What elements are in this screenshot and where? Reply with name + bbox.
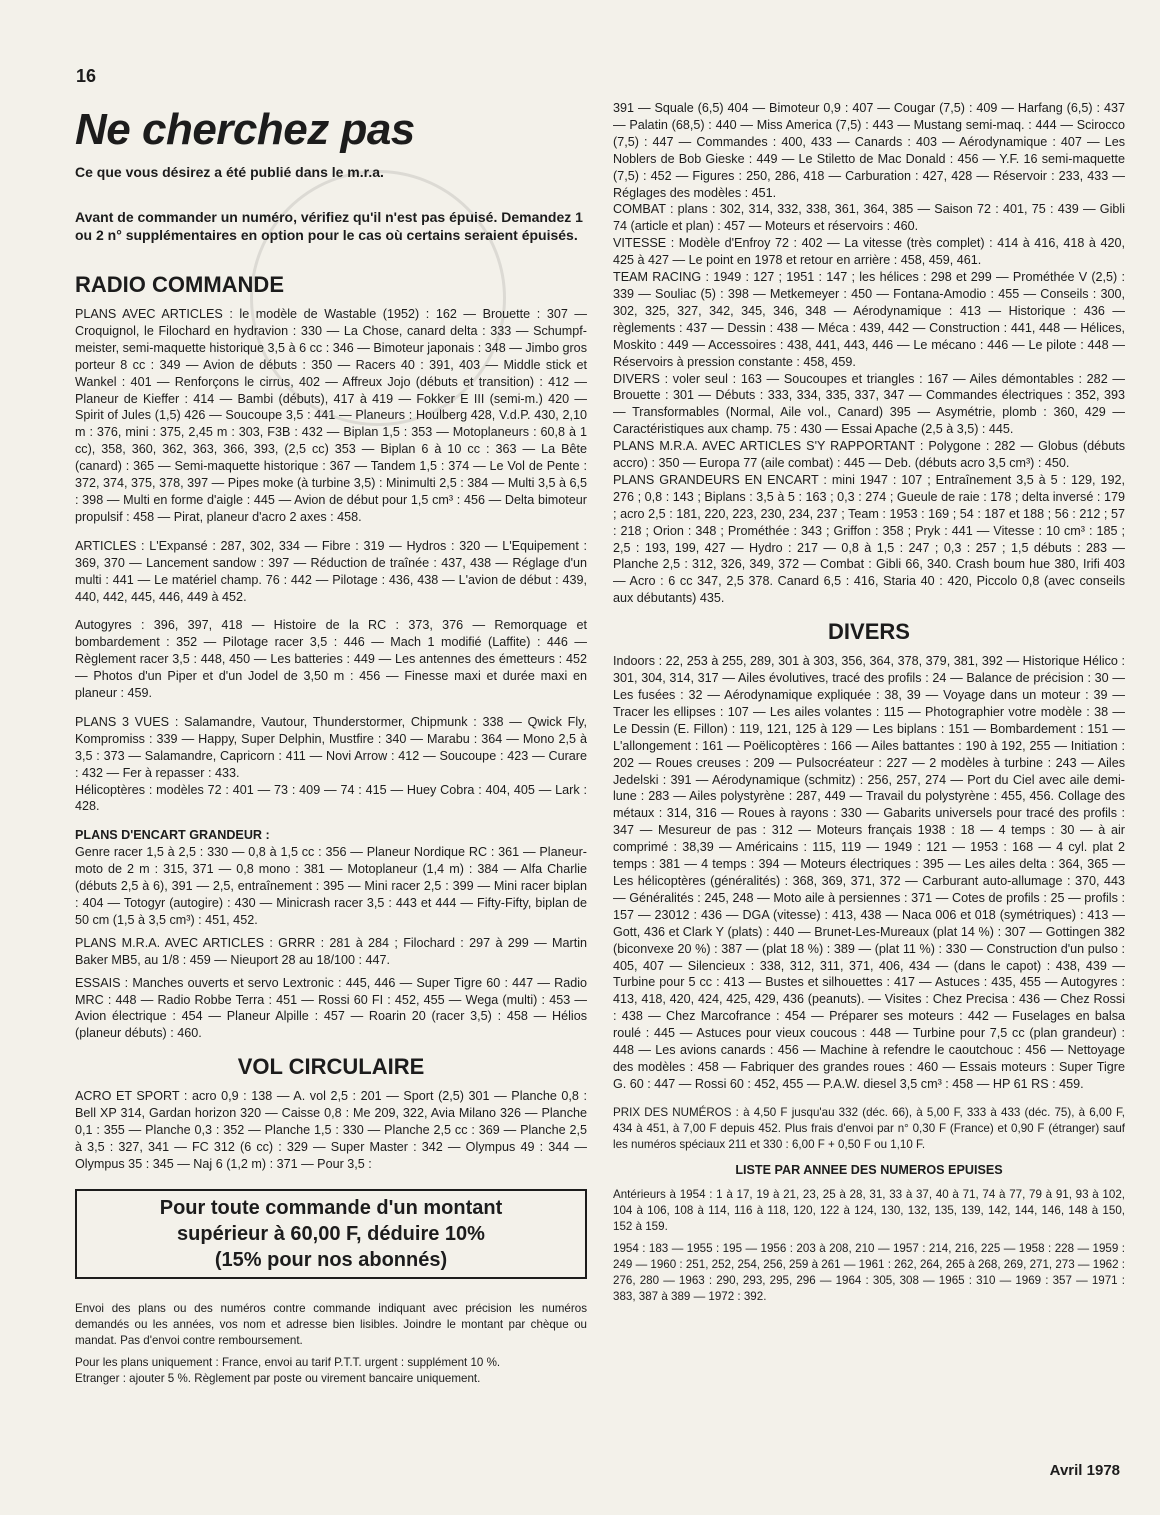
- intro-text: Avant de commander un numéro, vérifiez qu'il n'est pas épuisé. Demandez 1 ou 2 n° supplémentaires en option pour le cas où certains seraient épuisés.: [75, 209, 583, 243]
- etranger-text: Etranger : ajouter 5 %. Règlement par poste ou virement bancaire uniquement.: [75, 1371, 481, 1385]
- discount-box: [75, 1189, 587, 1279]
- vol-circulaire-heading: VOL CIRCULAIRE: [237, 1054, 425, 1080]
- radio-plans-mra: PLANS M.R.A. AVEC ARTICLES : GRRR : 281 à 284 ; Filochard : 297 à 299 — Martin Baker MB5, au 1/8 : 459 — Nieuport 28 au 18/100 : 447.: [75, 935, 587, 967]
- left-column: [75, 100, 587, 1387]
- vol-continued: 391 — Squale (6,5) 404 — Bimoteur 0,9 : 407 — Cougar (7,5) : 409 — Harfang (6,5) : 437 — Palatin (68,5) : 440 — Miss America (7,5) : 443 — Mustang semi-maq. : 444 — Scirocco (7,5) : 447 — Commandes : 400, 433 — Canards : 403 — Aérodynamique : 407 — Les Noblers de Bob Gieske : 449 — Le Stiletto de Mac Donald : 456 — Y.F. 16 semi-maquette (7,5) : 452 — Figures : 250, 286, 418 — Carburation : 427, 428 — Réservoir : 233, 433 — Réglages des modèles : 451.: [613, 101, 1125, 200]
- radio-plans-3-vues: PLANS 3 VUES : Salamandre, Vautour, Thunderstormer, Chipmunk : 338 — Qwick Fly, Kompromiss : 339 — Happy, Super Delphin, Mustfire : 340 — Marabu : 364 — Mono 2,5 à 3,5 : 373 — Salamandre, Capricorn : 411 — Novi Arrow : 412 — Soucoupe : 423 — Curare : 432 — Fer à repasser : 433.: [75, 714, 587, 780]
- right-column: [613, 100, 1125, 1305]
- subtitle: Ce que vous désirez a été publié dans le m.r.a.: [75, 164, 384, 180]
- discount-line-1: Pour toute commande d'un montant: [159, 1196, 503, 1219]
- prix-numeros: PRIX DES NUMÉROS : à 4,50 F jusqu'au 332 (déc. 66), à 5,00 F, 333 à 433 (déc. 75), à 6,00 F, 434 à 451, à 7,00 F depuis 452. Plus frais d'envoi par n° 0,30 F (France) et 0,90 F (étranger) sauf les numéros spéciaux 211 et 330 : 6,00 F + 0,50 F ou 1,10 F.: [613, 1105, 1125, 1151]
- plans-grandeurs-section: PLANS GRANDEURS EN ENCART : mini 1947 : 107 ; Entraînement 3,5 à 5 : 129, 192, 276 ; 0,8 : 143 ; Biplans : 3,5 à 5 : 163 ; 0,3 : 274 ; Gueule de raie : 178 ; delta inversé : 179 ; acro 2,5 : 181, 220, 223, 230, 234, 237 ; Team : 1953 : 169 ; 54 : 187 et 188 ; 56 : 212 ; 57 : 218 ; Orion : 348 ; Prométhée : 343 ; Griffon : 358 ; Pryk : 441 — Vitesse : 10 cm³ : 185 ; 2,5 : 193, 199, 427 — Hydro : 217 — 0,8 à 1,5 : 247 ; 0,3 : 257 ; 1,5 débuts : 283 — Planche 2,5 : 312, 326, 349, 372 — Combat : Gibli 66, 340. Crash boum hue 380, Irifi 403 — Acro : 6 cc 347, 2,5 378. Canard 6,5 : 416, Staria 40 : 420, Piccolo 0,8 (avec conseils aux débutants) 435.: [613, 472, 1125, 606]
- radio-plans-encart-heading: PLANS D'ENCART GRANDEUR :: [75, 828, 270, 843]
- combat-section: COMBAT : plans : 302, 314, 332, 338, 361, 364, 385 — Saison 72 : 401, 75 : 439 — Gibli 74 (article et plan) : 457 — Moteurs et réservoirs : 460.: [613, 202, 1125, 234]
- divers-heading: DIVERS: [828, 619, 910, 645]
- vitesse-section: VITESSE : Modèle d'Enfroy 72 : 402 — La vitesse (très complet) : 414 à 416, 418 à 420, 425 à 427 — Le point en 1978 et retour en arrière : 458, 459, 461.: [613, 236, 1125, 268]
- radio-articles: ARTICLES : L'Expansé : 287, 302, 334 — Fibre : 319 — Hydros : 320 — L'Equipement : 369, 370 — Lancement sandow : 397 — Réduction de traînée : 437, 438 — Réglage d'un multi : 441 — Le matériel champ. 76 : 442 — Pilotage : 436, 438 — L'avion de début : 439, 440, 442, 445, 446, 449 à 452.: [75, 538, 587, 604]
- radio-plans-avec-articles: PLANS AVEC ARTICLES : le modèle de Wastable (1952) : 162 — Brouette : 307 — Croquignol, le Filochard en hydravion : 330 — La Chose, canard delta : 333 — Schumpf-meister, semi-maquette historique 3,5 à 6 cc : 346 — Bimoteur japonais : 348 — Jimbo gros porteur 8 cc : 349 — Avion de débuts : 350 — Racers 40 : 391, 403 — Middle stick et Wankel : 401 — Renforçons le cirrus, 402 — Affreux Jojo (débuts et transition) : 412 — Planeur de Kieffer : 414 — Bambi (débuts), 417 à 419 — Fokker E III (semi-m.) 420 — Spirit of Jules (1,5) 426 — Soucoupe 3,5 : 441 — Planeurs : Houlberg 428, V.d.P. 430, 2,10 m : 376, mini : 375, 2,45 m : 303, F3B : 432 — Biplan 1,5 : 353 — Motoplaneurs : 60,8 à 1 cc), 358, 360, 362, 363, 366, 393, (2,5 cc) 353 — Biplan 6 à 10 cc : 363 — La Bête (canard) : 365 — Semi-maquette historique : 367 — Tandem 1,5 : 374 — Le Vol de Pente : 372, 374, 375, 378, 397 — Pipes moke (à turbine 3,5) : Minimulti 2,5 : 384 — Multi 3,5 à 6,5 : 398 — Multi en forme d'aigle : 445 — Avion de début pour 1,5 cm³ : 456 — Delta bimoteur propulsif : 458 — Pirat, planeur d'acro 2 axes : 458.: [75, 307, 587, 524]
- radio-autogyres: Autogyres : 396, 397, 418 — Histoire de la RC : 373, 376 — Remorquage et bombardement : 352 — Pilotage racer 3,5 : 446 — Mach 1 modifié (Laffite) : 446 — Règlement racer 3,5 : 448, 450 — Les batteries : 449 — Les antennes des émetteurs : 452 — Photos d'un Piper et d'un Jodel de 3,50 m : 456 — Finesse maxi et durée maxi en planeur : 459.: [75, 618, 587, 701]
- page-number: 16: [76, 66, 97, 86]
- plans-uniquement-text: Pour les plans uniquement : France, envoi au tarif P.T.T. urgent : supplément 10 %.: [75, 1355, 501, 1369]
- plans-mra-section: PLANS M.R.A. AVEC ARTICLES S'Y RAPPORTANT : Polygone : 282 — Globus (débuts accro) : 350 — Europa 77 (aile combat) : 445 — Deb. (débuts acro 3,5 cm³) : 450.: [613, 439, 1125, 471]
- footer-date: Avril 1978: [1049, 1462, 1120, 1479]
- vol-acro-sport: ACRO ET SPORT : acro 0,9 : 138 — A. vol 2,5 : 201 — Sport (2,5) 301 — Planche 0,8 : Bell XP 314, Gardan horizon 320 — Caisse 0,8 : Me 209, 322, Avia Milano 326 — Planche 0,1 : 355 — Planche 0,3 : 352 — Planche 1,5 : 330 — Planche 2,5 cc : 369 — Planche 2,5 à 3,5 : 327, 341 — FC 312 (6 cc) : 329 — Super Master : 342 — Olympus 49 : 344 — Olympus 35 : 345 — Naj 6 (1,2 m) : 371 — Pour 3,5 :: [75, 1089, 587, 1171]
- discount-line-2: supérieur à 60,00 F, déduire 10%: [177, 1222, 485, 1245]
- liste-anterieurs: Antérieurs à 1954 : 1 à 17, 19 à 21, 23, 25 à 28, 31, 33 à 37, 40 à 71, 74 à 77, 79 à 91, 93 à 102, 104 à 106, 108 à 114, 116 à 118, 120, 122 à 124, 130, 132, 135, 139, 142, 144, 146, 148 à 150, 152 à 159.: [613, 1187, 1125, 1233]
- radio-plans-encart: Genre racer 1,5 à 2,5 : 330 — 0,8 à 1,5 cc : 356 — Planeur Nordique RC : 361 — Planeur-moto de 2 m : 315, 371 — 0,8 mono : 381 — Motoplaneur (1,4 m) : 384 — Alfa Charlie (débuts 2,5 à 6), 391 — 2,5, entraînement : 395 — Mini racer 2,5 : 399 — Mini racer biplan : 404 — Totogyr (autogire) : 430 — Minicrash racer 3,5 : 443 et 444 — Fifty-Fifty, biplan de 50 cm (1,5 à 3,5 cm³) : 451, 452.: [75, 845, 587, 927]
- envoi-text: Envoi des plans ou des numéros contre commande indiquant avec précision les numéros demandés ou les années, vos nom et adresse bien lisibles. Joindre le montant par chèque ou mandat. Pas d'envoi contre remboursement.: [75, 1301, 587, 1347]
- radio-commande-heading: RADIO COMMANDE: [75, 272, 284, 297]
- discount-line-3: (15% pour nos abonnés): [214, 1248, 448, 1271]
- divers-section: Indoors : 22, 253 à 255, 289, 301 à 303, 356, 364, 378, 379, 381, 392 — Historique Hélico : 301, 304, 314, 317 — Ailes évolutives, tracé des profils : 24 — Balance de précision : 30 — Les fusées : 32 — Aérodynamique expliquée : 38, 39 — Voyage dans un moteur : 39 — Tracer les ellipses : 107 — Les ailes volantes : 115 — Photographier votre modèle : 38 — Le Dessin (E. Fillon) : 119, 121, 125 à 129 — Les biplans : 151 — Bombardement : 151 — L'allongement : 161 — Poëlicoptères : 166 — Ailes battantes : 190 à 192, 255 — Initiation : 202 — Roues creuses : 209 — Pulsocréateur : 227 — 2 modèles à turbine : 243 — Ailes Jedelski : 391 — Aérodynamique (schmitz) : 256, 257, 274 — Port du Ciel avec aile demi-lune : 283 — Ailes polystyrène : 287, 449 — Travail du polystyrène : 455, 456. Collage des métaux : 314, 316 — Roues à rayons : 330 — Gabarits universels pour tracé des profils : 347 — Mesureur de pas : 312 — Moteurs français 1938 : 18 — 4 temps : 30 — à air comprimé : 38,39 — Américains : 115, 119 — 1949 : 121 — 1953 : 168 — 4 cyl. plat 2 temps : 381 — 4 temps : 394 — Moteurs électriques : 395 — Les ailes delta : 364, 365 — Les hélicoptères (généralités) : 368, 369, 371, 372 — Carburant auto-allumage : 370, 443 — Généralités : 245, 248 — Moto aile à persiennes : 371 — Cotes de profils : 25 — profils : 157 — 23012 : 436 — DGA (vitesse) : 413, 438 — Naca 006 et 018 (symétriques) : 413 — Gott, 436 et Clark Y (plats) : 440 — Brunet-Les-Mureaux (plat 14 %) : 307 — Gottingen 382 (biconvexe 20 %) : 387 — (plat 18 %) : 389 — (plat 11 %) : 330 — Construction d'un pulso : 405, 407 — Silencieux : 338, 312, 311, 371, 406, 434 — (dans le capot) : 438, 439 — Turbine pour 5 cc : 413 — Bustes et silhouettes : 417 — Astuces : 435, 455 — Autogyres : 413, 418, 420, 424, 425, 429, 436 (peanuts). — Visites : Chez Precisa : 436 — Chez Rossi : 438 — Chez Marcofrance : 454 — Préparer ses moteurs : 442 — Fuselages en balsa roulé : 445 — Astuces pour vieux coucous : 448 — Turbine pour 7,5 cc (plan grandeur) : 448 — Les avions canards : 456 — Machine à refendre le caoutchouc : 456 — Nettoyage des modèles : 458 — Fabriquer des grandes roues : 460 — Essais moteurs : Super Tigre G. 60 : 447 — Rossi 60 : 452, 455 — P.A.W. diesel 3,5 cm³ : 458 — HP 61 RS : 459.: [613, 654, 1125, 1091]
- radio-essais: ESSAIS : Manches ouverts et servo Lextronic : 445, 446 — Super Tigre 60 : 447 — Radio MRC : 448 — Radio Robbe Terra : 451 — Rossi 60 FI : 452, 455 — Wega (multi) : 453 — Avion électrique : 454 — Planeur Alpille : 457 — Roarin 20 (racer 3,5) : 458 — Hélios (planeur débuts) : 460.: [75, 975, 587, 1041]
- liste-epuises-heading: LISTE PAR ANNEE DES NUMEROS EPUISES: [735, 1162, 1003, 1177]
- liste-annees: 1954 : 183 — 1955 : 195 — 1956 : 203 à 208, 210 — 1957 : 214, 216, 225 — 1958 : 228 — 1959 : 249 — 1960 : 251, 252, 254, 256, 259 à 261 — 1961 : 262, 264, 265 à 268, 269, 271, 273 — 1962 : 276, 280 — 1963 : 290, 293, 295, 296 — 1964 : 305, 308 — 1965 : 310 — 1969 : 357 — 1971 : 383, 387 à 389 — 1972 : 392.: [613, 1241, 1125, 1303]
- team-racing-section: TEAM RACING : 1949 : 127 ; 1951 : 147 ; les hélices : 298 et 299 — Prométhée V (2,5) : 339 — Souliac (5) : 398 — Metkemeyer : 450 — Fontana-Amodio : 455 — Conseils : 300, 302, 325, 327, 342, 345, 346, 348 — Aérodynamique : 413 — Historique : 436 — règlements : 437 — Dessin : 438 — Méca : 439, 442 — Construction : 441, 448 — Hélices, Moskito : 449 — Accessoires : 438, 441, 443, 446 — Le mécano : 446 — Le pilote : 448 — Réservoirs à pression constante : 458, 459.: [613, 270, 1125, 369]
- divers-vc-section: DIVERS : voler seul : 163 — Soucoupes et triangles : 167 — Ailes démontables : 282 — Brouette : 301 — Débuts : 333, 334, 335, 337, 347 — Commandes électriques : 352, 393 — Transformables (Normal, Aile vol., Canard) 395 — Asymétrie, plomb : 360, 429 — Caractéristiques aux champ. 75 : 430 — Essai Apache (2,5 à 3,5) : 445.: [613, 371, 1125, 437]
- page-title: Ne cherchez pas: [75, 105, 415, 154]
- radio-helicopteres: Hélicoptères : modèles 72 : 401 — 73 : 409 — 74 : 415 — Huey Cobra : 404, 405 — Lark : 428.: [75, 782, 587, 814]
